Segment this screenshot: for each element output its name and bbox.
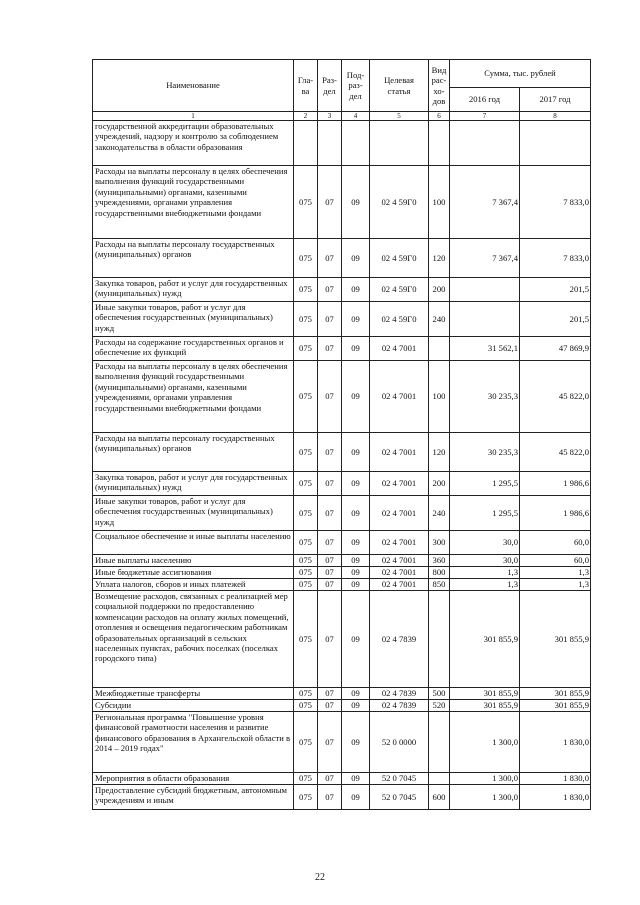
row-target-article: 02 4 7839 (370, 700, 429, 712)
row-target-article: 02 4 59Г0 (370, 278, 429, 302)
row-chapter: 075 (294, 785, 318, 810)
row-sum-2017: 1,3 (520, 579, 591, 591)
row-expense-kind: 240 (429, 302, 450, 337)
row-subsection: 09 (342, 472, 370, 496)
header-chapter: Гла- ва (294, 60, 318, 112)
row-subsection: 09 (342, 567, 370, 579)
row-target-article: 52 0 7045 (370, 773, 429, 785)
header-subsection: Под- раз- дел (342, 60, 370, 112)
row-target-article: 02 4 59Г0 (370, 166, 429, 239)
row-sum-2017: 1,3 (520, 567, 591, 579)
row-subsection: 09 (342, 712, 370, 773)
column-number: 6 (429, 112, 450, 121)
row-chapter: 075 (294, 302, 318, 337)
row-sum-2016: 1 300,0 (450, 712, 520, 773)
column-number: 3 (318, 112, 342, 121)
row-subsection (342, 121, 370, 166)
row-expense-kind: 800 (429, 567, 450, 579)
row-target-article: 02 4 7001 (370, 531, 429, 555)
row-sum-2016: 7 367,4 (450, 239, 520, 278)
row-name: Иные бюджетные ассигнования (93, 567, 294, 579)
row-expense-kind: 120 (429, 433, 450, 472)
row-section: 07 (318, 531, 342, 555)
row-sum-2017 (520, 121, 591, 166)
column-number: 4 (342, 112, 370, 121)
row-name: Расходы на выплаты персоналу в целях обеспечения выполнения функций государственными (муниципальными) органами, казенными учреждениями, органами управления государственными внебюджетными фондами (93, 166, 294, 239)
row-chapter: 075 (294, 773, 318, 785)
row-section (318, 121, 342, 166)
header-year-2017: 2017 год (520, 88, 591, 112)
row-name: Закупка товаров, работ и услуг для государственных (муниципальных) нужд (93, 278, 294, 302)
row-section: 07 (318, 166, 342, 239)
table-row (93, 712, 591, 773)
row-target-article: 02 4 7001 (370, 579, 429, 591)
row-name: Иные закупки товаров, работ и услуг для обеспечения государственных (муниципальных) нужд (93, 496, 294, 531)
row-chapter: 075 (294, 531, 318, 555)
row-subsection: 09 (342, 773, 370, 785)
row-expense-kind: 360 (429, 555, 450, 567)
row-sum-2016: 1,3 (450, 567, 520, 579)
budget-table (92, 59, 591, 810)
row-sum-2016 (450, 121, 520, 166)
row-sum-2017: 201,5 (520, 278, 591, 302)
row-section: 07 (318, 302, 342, 337)
row-target-article: 02 4 59Г0 (370, 239, 429, 278)
row-subsection: 09 (342, 591, 370, 688)
row-expense-kind: 600 (429, 785, 450, 810)
row-section: 07 (318, 773, 342, 785)
row-target-article (370, 121, 429, 166)
row-sum-2017: 1 830,0 (520, 712, 591, 773)
row-expense-kind: 850 (429, 579, 450, 591)
header-kind: Вид рас- хо- дов (429, 60, 450, 112)
table-row (93, 496, 591, 531)
row-expense-kind: 240 (429, 496, 450, 531)
row-sum-2017: 1 830,0 (520, 785, 591, 810)
row-name: Межбюджетные трансферты (93, 688, 294, 700)
row-sum-2017: 1 830,0 (520, 773, 591, 785)
row-sum-2017: 60,0 (520, 531, 591, 555)
row-subsection: 09 (342, 433, 370, 472)
row-name: государственной аккредитации образовательных учреждений, надзору и контролю за соблюдением законодательства в области образования (93, 121, 294, 166)
table-row (93, 121, 591, 166)
row-sum-2016: 1 295,5 (450, 496, 520, 531)
row-target-article: 52 0 7045 (370, 785, 429, 810)
header-target: Целевая статья (370, 60, 429, 112)
row-name: Уплата налогов, сборов и иных платежей (93, 579, 294, 591)
row-subsection: 09 (342, 531, 370, 555)
row-chapter: 075 (294, 239, 318, 278)
row-target-article: 02 4 7839 (370, 591, 429, 688)
row-subsection: 09 (342, 579, 370, 591)
row-expense-kind: 100 (429, 166, 450, 239)
row-chapter: 075 (294, 337, 318, 361)
row-section: 07 (318, 688, 342, 700)
row-expense-kind: 200 (429, 278, 450, 302)
row-target-article: 02 4 7001 (370, 555, 429, 567)
row-target-article: 02 4 7001 (370, 433, 429, 472)
row-chapter: 075 (294, 166, 318, 239)
column-number: 8 (520, 112, 591, 121)
row-target-article: 52 0 0000 (370, 712, 429, 773)
row-sum-2017: 1 986,6 (520, 496, 591, 531)
table-row (93, 567, 591, 579)
row-subsection: 09 (342, 239, 370, 278)
row-section: 07 (318, 785, 342, 810)
row-name: Расходы на выплаты персоналу в целях обеспечения выполнения функций государственными (муниципальными) органами, казенными учреждениями, органами управления государственными внебюджетными фондами (93, 361, 294, 433)
row-name: Расходы на выплаты персоналу государственных (муниципальных) органов (93, 433, 294, 472)
row-section: 07 (318, 555, 342, 567)
header-section: Раз- дел (318, 60, 342, 112)
row-expense-kind (429, 121, 450, 166)
row-name: Социальное обеспечение и иные выплаты населению (93, 531, 294, 555)
table-row (93, 337, 591, 361)
row-sum-2017: 45 822,0 (520, 361, 591, 433)
table-row (93, 433, 591, 472)
row-subsection: 09 (342, 361, 370, 433)
row-sum-2016: 301 855,9 (450, 688, 520, 700)
row-subsection: 09 (342, 496, 370, 531)
row-target-article: 02 4 7001 (370, 496, 429, 531)
row-sum-2017: 301 855,9 (520, 688, 591, 700)
row-sum-2017: 47 869,9 (520, 337, 591, 361)
row-section: 07 (318, 433, 342, 472)
row-sum-2016: 30 235,3 (450, 361, 520, 433)
page-number: 22 (315, 872, 325, 883)
row-chapter: 075 (294, 579, 318, 591)
row-sum-2016: 30,0 (450, 531, 520, 555)
row-chapter: 075 (294, 700, 318, 712)
row-expense-kind: 300 (429, 531, 450, 555)
header-year-2016: 2016 год (450, 88, 520, 112)
table-row (93, 591, 591, 688)
row-section: 07 (318, 700, 342, 712)
row-name: Расходы на выплаты персоналу государственных (муниципальных) органов (93, 239, 294, 278)
row-sum-2017: 60,0 (520, 555, 591, 567)
row-subsection: 09 (342, 337, 370, 361)
row-sum-2017: 7 833,0 (520, 166, 591, 239)
table-row (93, 579, 591, 591)
row-sum-2017: 301 855,9 (520, 700, 591, 712)
row-name: Возмещение расходов, связанных с реализацией мер социальной поддержки по предоставлению компенсации расходов на оплату жилых помещений, отопления и освещения педагогическим работникам образовательных организаций в сельских населенных пунктах, рабочих поселках (поселках городского типа) (93, 591, 294, 688)
row-name: Предоставление субсидий бюджетным, автономным учреждениям и иным (93, 785, 294, 810)
row-subsection: 09 (342, 555, 370, 567)
row-chapter: 075 (294, 567, 318, 579)
row-section: 07 (318, 472, 342, 496)
row-chapter: 075 (294, 591, 318, 688)
table-row (93, 472, 591, 496)
row-sum-2017: 201,5 (520, 302, 591, 337)
row-name: Закупка товаров, работ и услуг для государственных (муниципальных) нужд (93, 472, 294, 496)
table-row (93, 555, 591, 567)
row-chapter: 075 (294, 472, 318, 496)
header-name: Наименование (93, 60, 294, 112)
row-name: Расходы на содержание государственных органов и обеспечение их функций (93, 337, 294, 361)
budget-table-page (92, 59, 590, 810)
row-target-article: 02 4 7001 (370, 337, 429, 361)
row-sum-2016 (450, 302, 520, 337)
table-row (93, 785, 591, 810)
row-subsection: 09 (342, 785, 370, 810)
row-sum-2016: 31 562,1 (450, 337, 520, 361)
row-sum-2016: 7 367,4 (450, 166, 520, 239)
column-number: 1 (93, 112, 294, 121)
row-sum-2016: 1 300,0 (450, 785, 520, 810)
row-target-article: 02 4 59Г0 (370, 302, 429, 337)
row-target-article: 02 4 7001 (370, 567, 429, 579)
row-section: 07 (318, 591, 342, 688)
row-expense-kind: 500 (429, 688, 450, 700)
table-row (93, 166, 591, 239)
row-section: 07 (318, 496, 342, 531)
table-row (93, 278, 591, 302)
row-subsection: 09 (342, 166, 370, 239)
column-number-row (93, 112, 591, 121)
row-expense-kind (429, 337, 450, 361)
row-expense-kind (429, 712, 450, 773)
row-chapter: 075 (294, 433, 318, 472)
row-section: 07 (318, 278, 342, 302)
row-subsection: 09 (342, 700, 370, 712)
table-row (93, 773, 591, 785)
row-name: Региональная программа "Повышение уровня финансовой грамотности населения и развитие финансового образования в Архангельской области в 2014 – 2019 годах" (93, 712, 294, 773)
table-row (93, 700, 591, 712)
row-expense-kind (429, 773, 450, 785)
table-row (93, 239, 591, 278)
row-section: 07 (318, 361, 342, 433)
row-expense-kind (429, 591, 450, 688)
row-section: 07 (318, 337, 342, 361)
row-target-article: 02 4 7001 (370, 472, 429, 496)
row-chapter: 075 (294, 278, 318, 302)
row-sum-2016: 30,0 (450, 555, 520, 567)
row-chapter: 075 (294, 555, 318, 567)
row-expense-kind: 520 (429, 700, 450, 712)
table-row (93, 302, 591, 337)
row-sum-2016: 1 300,0 (450, 773, 520, 785)
row-chapter: 075 (294, 712, 318, 773)
row-expense-kind: 100 (429, 361, 450, 433)
row-sum-2016: 1 295,5 (450, 472, 520, 496)
row-sum-2017: 301 855,9 (520, 591, 591, 688)
table-row (93, 361, 591, 433)
row-sum-2016: 1,3 (450, 579, 520, 591)
row-chapter: 075 (294, 361, 318, 433)
row-target-article: 02 4 7839 (370, 688, 429, 700)
row-chapter: 075 (294, 688, 318, 700)
row-sum-2016: 30 235,3 (450, 433, 520, 472)
column-number: 7 (450, 112, 520, 121)
row-sum-2016: 301 855,9 (450, 700, 520, 712)
row-section: 07 (318, 712, 342, 773)
row-sum-2016: 301 855,9 (450, 591, 520, 688)
header-sum: Сумма, тыс. рублей (450, 60, 591, 88)
row-name: Иные выплаты населению (93, 555, 294, 567)
row-subsection: 09 (342, 688, 370, 700)
table-row (93, 531, 591, 555)
row-section: 07 (318, 239, 342, 278)
row-expense-kind: 200 (429, 472, 450, 496)
row-chapter (294, 121, 318, 166)
row-name: Иные закупки товаров, работ и услуг для обеспечения государственных (муниципальных) нужд (93, 302, 294, 337)
row-sum-2017: 45 822,0 (520, 433, 591, 472)
row-expense-kind: 120 (429, 239, 450, 278)
row-sum-2016 (450, 278, 520, 302)
row-name: Субсидии (93, 700, 294, 712)
row-section: 07 (318, 579, 342, 591)
row-name: Мероприятия в области образования (93, 773, 294, 785)
column-number: 5 (370, 112, 429, 121)
row-chapter: 075 (294, 496, 318, 531)
row-subsection: 09 (342, 278, 370, 302)
row-sum-2017: 1 986,6 (520, 472, 591, 496)
row-sum-2017: 7 833,0 (520, 239, 591, 278)
row-section: 07 (318, 567, 342, 579)
table-row (93, 688, 591, 700)
row-subsection: 09 (342, 302, 370, 337)
row-target-article: 02 4 7001 (370, 361, 429, 433)
column-number: 2 (294, 112, 318, 121)
